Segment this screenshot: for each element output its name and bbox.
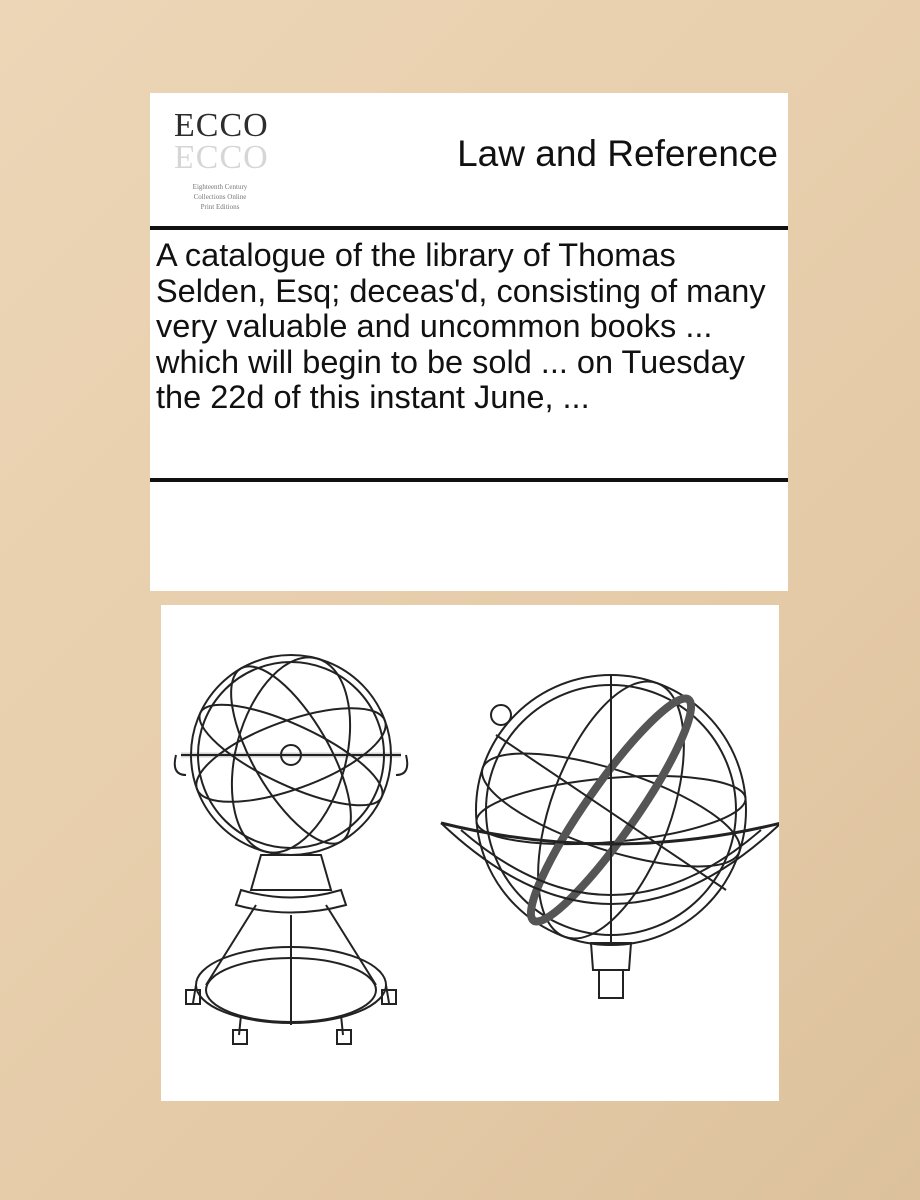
logo-wordmark-reflection: ECCO — [174, 138, 269, 175]
cover-card — [150, 93, 788, 591]
logo-line-2: Collections Online — [193, 193, 247, 201]
divider-bottom — [150, 478, 788, 482]
divider-top — [150, 226, 788, 230]
series-label: Law and Reference — [457, 133, 778, 174]
ecco-logo — [156, 103, 288, 223]
engraving-svg — [161, 605, 779, 1101]
logo-line-3: Print Editions — [200, 203, 240, 211]
book-title: A catalogue of the library of Thomas Selden, Esq; deceas'd, consisting of many very valuable and uncommon books ... which will begin to be sold ... on Tuesday the 22d of this instant June, ... — [156, 237, 766, 415]
left-sphere-icon — [175, 644, 408, 1044]
right-sphere-icon — [441, 663, 779, 998]
logo-wordmark: ECCO — [174, 107, 269, 144]
armillary-sphere-illustration — [161, 605, 779, 1101]
logo-line-1: Eighteenth Century — [192, 183, 248, 191]
